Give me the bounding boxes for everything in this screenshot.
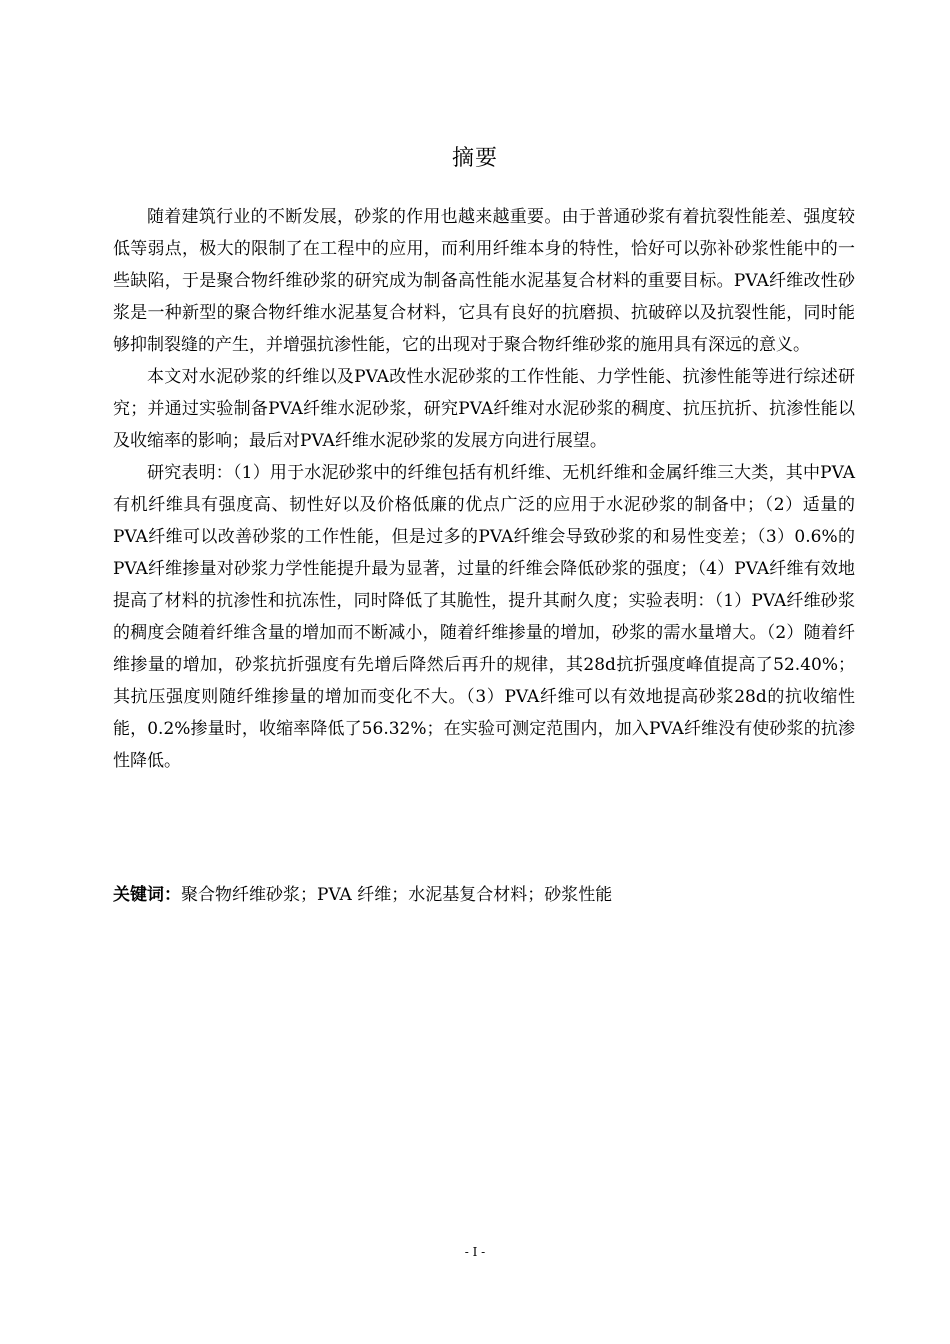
keywords-label: 关键词： (113, 885, 181, 905)
page-number: - I - (464, 1245, 486, 1259)
keywords-line (113, 879, 855, 911)
abstract-paragraph-3: 研究表明：（1）用于水泥砂浆中的纤维包括有机纤维、无机纤维和金属纤维三大类，其中PVA有机纤维具有强度高、韧性好以及价格低廉的优点广泛的应用于水泥砂浆的制备中；（2）适量的PVA纤维可以改善砂浆的工作性能，但是过多的PVA纤维会导致砂浆的和易性变差；（3）0.6%的PVA纤维掺量对砂浆力学性能提升最为显著，过量的纤维会降低砂浆的强度；（4）PVA纤维有效地提高了材料的抗渗性和抗冻性，同时降低了其脆性，提升其耐久度；实验表明：（1）PVA纤维砂浆的稠度会随着纤维含量的增加而不断减小，随着纤维掺量的增加，砂浆的需水量增大。（2）随着纤维掺量的增加，砂浆抗折强度有先增后降然后再升的规律，其28d抗折强度峰值提高了52.40%；其抗压强度则随纤维掺量的增加而变化不大。（3）PVA纤维可以有效地提高砂浆28d的抗收缩性能，0.2%掺量时，收缩率降低了56.32%；在实验可测定范围内，加入PVA纤维没有使砂浆的抗渗性降低。 (113, 463, 855, 771)
abstract-body (113, 201, 855, 777)
keywords-text: 聚合物纤维砂浆；PVA 纤维；水泥基复合材料；砂浆性能 (181, 885, 613, 905)
abstract-paragraph-2: 本文对水泥砂浆的纤维以及PVA改性水泥砂浆的工作性能、力学性能、抗渗性能等进行综述研究；并通过实验制备PVA纤维水泥砂浆，研究PVA纤维对水泥砂浆的稠度、抗压抗折、抗渗性能以及收缩率的影响；最后对PVA纤维水泥砂浆的发展方向进行展望。 (113, 367, 855, 451)
abstract-paragraph-1: 随着建筑行业的不断发展，砂浆的作用也越来越重要。由于普通砂浆有着抗裂性能差、强度较低等弱点，极大的限制了在工程中的应用，而利用纤维本身的特性，恰好可以弥补砂浆性能中的一些缺陷，于是聚合物纤维砂浆的研究成为制备高性能水泥基复合材料的重要目标。PVA纤维改性砂浆是一种新型的聚合物纤维水泥基复合材料，它具有良好的抗磨损、抗破碎以及抗裂性能，同时能够抑制裂缝的产生，并增强抗渗性能，它的出现对于聚合物纤维砂浆的施用具有深远的意义。 (113, 207, 855, 355)
abstract-title: 摘要 (451, 146, 498, 171)
